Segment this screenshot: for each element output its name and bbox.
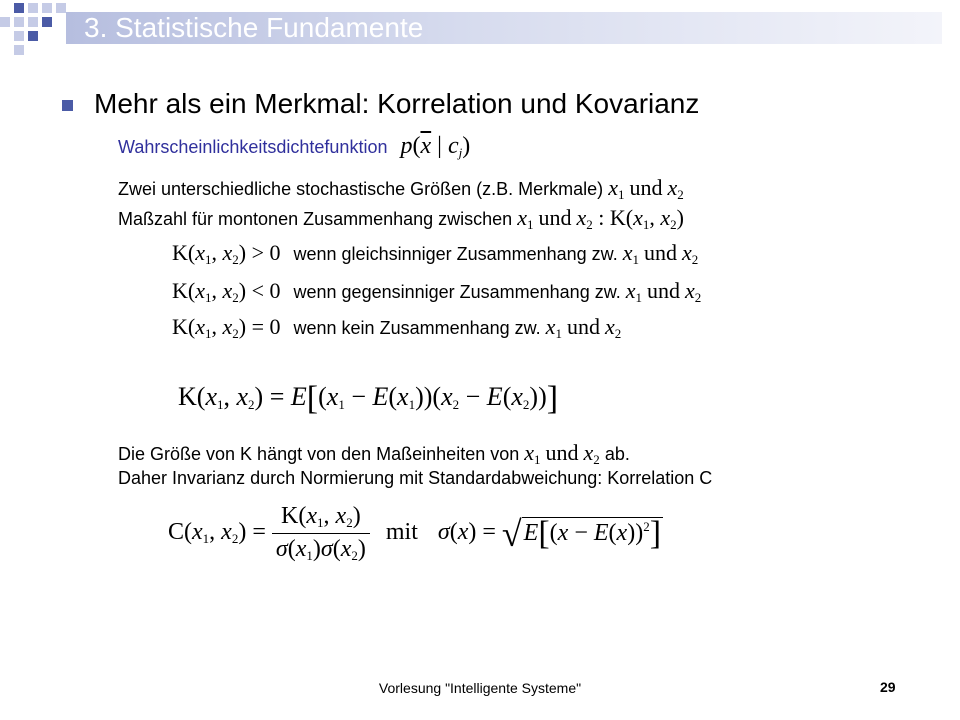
x1-und-x2: $x_1$ und $x_2$ [608,175,684,202]
condition-positive: $K(x_1$, $x_2) > 0$ wenn gleichsinniger Zusammenhang zw. $x_1$ und $x_2$ [172,240,699,267]
slide-title: 3. Statistische Fundamente [84,12,424,43]
covariance-notation: $x_1$ und $x_2$ : $K(x_1$, $x_2$) [517,205,684,232]
text-line-invariance: Daher Invarianz durch Normierung mit Standardabweichung: Korrelation C [118,468,713,488]
k-less-zero: $K(x_1$, $x_2) < 0$ [172,278,281,305]
condition-negative: $K(x_1$, $x_2) < 0$ wenn gegensinniger Zusammenhang zw. $x_1$ und $x_2$ [172,278,702,305]
k-equals-zero: $K(x_1$, $x_2) = 0$ [172,314,281,341]
k-greater-zero: $K(x_1$, $x_2) > 0$ [172,240,281,267]
slide-heading: Mehr als ein Merkmal: Korrelation und Kovarianz [94,88,700,119]
bullet-marker [62,100,73,111]
condition-zero: $K(x_1$, $x_2) = 0$ wenn kein Zusammenhang zw. $x_1$ und $x_2$ [172,314,622,341]
text-line-measure: Maßzahl für montonen Zusammenhang zwischen $x_1$ und $x_2$ : $K(x_1$, $x_2$) [118,205,684,232]
density-formula: $p(\overline{x}$ | $c_j$) [400,133,471,160]
text-line-units: Die Größe von K hängt von den Maßeinheiten von $x_1$ und $x_2$ ab. [118,440,630,467]
corner-decoration [0,0,70,60]
page-number: 29 [880,679,896,695]
subheading-text: Wahrscheinlichkeitsdichtefunktion [118,137,388,157]
text-line-variables: Zwei unterschiedliche stochastische Größen (z.B. Merkmale) $x_1$ und $x_2$ [118,175,684,202]
footer-text: Vorlesung "Intelligente Systeme" [378,680,582,696]
subheading [118,133,470,161]
correlation-formula: $C(x_1$, $x_2$) = $\frac{K(x_1, x_2)}{\sigma(x_1)\sigma(x_2)}$ mit $\sigma(x) = √E[(x - E(x))^2]$ [168,503,662,563]
mit-word: mit [385,519,418,546]
correlation-fraction: $\frac{K(x_1, x_2)}{\sigma(x_1)\sigma(x_2)}$ [272,503,370,564]
std-dev-formula: $\sigma(x) = √E[(x - E(x))^2]$ [437,513,662,554]
covariance-formula: $K(x_1$, $x_2) = E[(x_1 - E(x_1))(x_2 - E(x_2))]$ [178,380,559,417]
